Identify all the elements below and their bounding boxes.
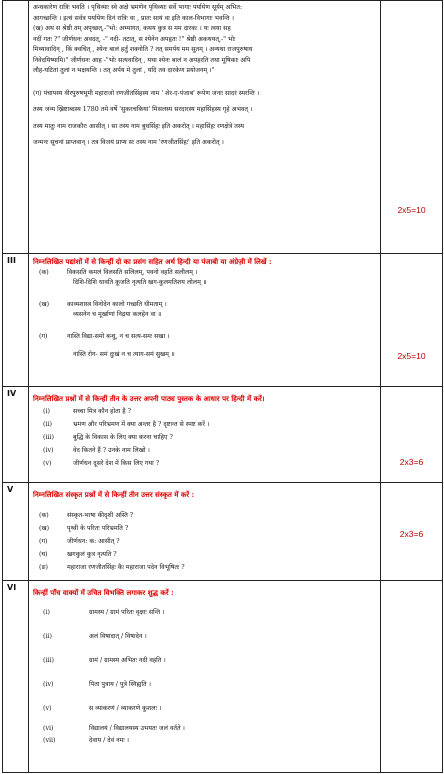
passage-line: निवेदयिष्यामि।" जीर्णधनः आह -"भोः सत्यवादिन् , यथा श्येनः बालं न अपहरति तथा मूषिकाः अपि [33,56,251,64]
question-body [29,581,381,773]
item-label: (vii) [43,737,56,744]
item-label: (v) [43,705,52,712]
question-heading: निम्नलिखित संस्कृत प्रश्नों में से किन्हीं तीन उत्तर संस्कृत में करें : [33,490,195,499]
marks-cell [381,581,443,773]
item-label: (घ) [39,551,48,558]
question-item [33,723,377,735]
verse-item [33,268,377,278]
marks-label: 2x5=10 [397,351,426,361]
verse-line: विकसति कमलं विलसति सलिलम्, पवनो वहति सलीलम् । [67,269,198,276]
verse-line: नास्ति विद्या-समो बन्धु, न च सत्य-समः सखा । [67,333,170,340]
question-row-3 [3,254,443,387]
item-label: (ख) [39,301,50,308]
question-heading: निम्नलिखित पद्यांशों में से किन्हीं दो का प्रसंग सहित अर्थ हिन्दी या पंजाबी या अंग्रेज़ी में लिखें : [33,257,272,266]
item-text: भ्रमण और परिभ्रमण में क्या अन्तर है ? दृष्टान्त से स्पष्ट करें । [73,421,210,428]
passage-cell [29,1,381,254]
passage-line: नदीं गतः ?" जीर्णधनः अवदत्, -" नदी- तटात्, स श्येनेन अपहृतः !" श्रेष्ठी अकथयत्,-" भोः [33,35,236,43]
question-item [33,405,377,418]
question-item [33,418,377,431]
verse-line: व्यसनेन च मूर्खाणां निद्रया कलहेन वा ॥ [73,311,162,318]
item-text: जीर्णधन दूसरे देश में किस लिए गया ? [73,460,160,467]
item-text: विद्यालयं / विद्यालयस्य उभयतः जलं वर्तते । [89,725,185,732]
question-item [33,561,377,574]
verse-line: दिशि-दिशि धावति कूजति नृत्यति खग-कुलमतिशय लोलम् ॥ [73,279,207,286]
item-text: जीर्णधन: क: आसीत् ? [67,538,120,545]
question-row-6 [3,581,443,773]
question-number-cell [3,1,29,254]
passage-line: मिथ्यावादिन् , किं क्वचित् , श्येनः बालं हर्तुं शक्नोति ? तत् समर्पय मम सुतम् । अन्यथा राजपुरुषाय [33,46,253,53]
marks-cell [381,483,443,581]
item-label: (ङ) [39,564,48,571]
question-item [33,607,377,619]
passage-line: जन्मनः सूचनां प्राप्तवान् । तत्र विजयं प्राप्य सः तस्य नाम 'रणजीतसिंहः' इति अकरोत् । [33,139,224,146]
item-text: देवाय / देवं नमः । [89,737,130,744]
question-number: IV [3,387,29,483]
item-label: (iv) [43,447,54,454]
item-label: (ख) [39,525,50,532]
question-item [33,631,377,643]
passage-line: लौह-घटितां तुलां न भक्षयन्ति । तत् अर्पय मे तुलां , यदि तव दारकेण प्रयोजनम् ।" [33,67,215,74]
verse-item [33,332,377,342]
verse-line: काव्यशास्त्र विनोदेन कालो गच्छति धीमताम् । [67,301,167,308]
question-number: V [3,483,29,581]
item-text: बुद्धि के विकास के लिए क्या करना चाहिए ? [73,434,173,441]
item-label: (क) [39,269,49,276]
item-label: (i) [43,408,50,415]
passage-line: (ग) पंचापस्य वीरपुरुषभूमी महाराजो रणजीतसिंहस्य नाम ' शेर-ए-पंजाब' रूपेण जनाः सादरं स्मरन्ति । [33,89,260,97]
item-text: ग्रामं / ग्रामस्य अभितः नदी वहति । [89,657,166,664]
question-item [33,431,377,444]
item-text: महाराजा रणजीतसिंहः कैः महाराजा पदेन विभूषितः ? [67,564,185,571]
passage-line: (ख) अथ स श्रेष्ठी तम् अपृच्छत्,-"भो: अभ्यागत, कथय कुत्र स मम दारकः । यः त्वया सह [33,25,231,32]
item-text: खगकुलं कुत्र नृत्यति ? [67,551,117,558]
marks-cell [381,387,443,483]
question-item [33,457,377,470]
question-heading: किन्हीं पाँच वाक्यों में उचित विभक्ति लगाकर शुद्ध करें : [33,588,174,597]
item-label: (ii) [43,633,52,640]
item-label: (iii) [43,657,54,664]
item-text: पृथ्वी के परितः परिभ्रमति ? [67,525,129,532]
item-text: स व्याकरणं / व्याकरणे कुशलः । [89,705,162,712]
item-label: (ii) [43,421,52,428]
question-item [33,735,377,747]
marks-label: 2x3=6 [399,457,424,467]
passage-line: तस्य जन्म ख्रिष्टाब्दस्य 1780 तमे वर्षे 'सुकरचकिया' मिसलस्य सरदारस्य महासिंहस्य गृहे अभवत् । [33,106,253,113]
item-label: (क) [39,512,49,519]
passage-line: आगच्छन्ति । इत्थं सर्वत्र पर्यायेण दिनं रात्रिः वा , प्रातः सायं वा इति काल-विभागाः भवन्ति । [33,14,234,22]
passage-line: अन्धकारेण रात्रिः भवति । पृथिव्याः स्वे अक्षे भ्रमणेन पृथिव्याः सर्वे भागाः पर्यायेण सूर्यम् अभित: [33,4,243,11]
question-body [29,254,381,387]
question-number: VI [3,581,29,773]
marks-label: 2x3=6 [399,529,424,539]
item-label: (v) [43,460,52,467]
item-text: सच्चा मित्र कौन होता है ? [73,408,132,415]
question-item [33,548,377,561]
marks-cell [381,1,443,254]
question-item [33,535,377,548]
question-table [2,0,443,773]
marks-label: 2x5=10 [397,205,426,215]
item-text: संस्कृत-भाषा कीदृशी अस्ति ? [67,512,134,519]
question-item [33,679,377,691]
item-text: अलं विषादात् / विषादेन । [89,633,147,640]
question-item [33,522,377,535]
item-text: ग्रामस्य / ग्रामं परितः वृक्षाः सन्ति । [89,609,165,616]
question-body [29,387,381,483]
verse-item [33,300,377,310]
item-text: पिता पुत्राय / पुत्रे स्निह्यति । [89,681,152,688]
item-label: (iii) [43,434,54,441]
question-item [33,655,377,667]
question-item [33,703,377,715]
marks-cell [381,254,443,387]
item-text: वेद कितने हैं ? उनके नाम लिखो । [73,447,150,454]
question-body [29,483,381,581]
verse-line: नास्ति रोग- समं दुःखं न च त्याग-समं सुखम् ॥ [73,351,175,358]
item-label: (iv) [43,681,54,688]
item-label: (ग) [39,538,48,545]
question-item [33,509,377,522]
item-label: (ग) [39,333,48,340]
question-row-5 [3,483,443,581]
question-item [33,444,377,457]
question-heading: निम्नलिखित प्रश्नों में से किन्हीं तीन के उत्तर अपनी पाठ्य पुस्तक के आधार पर हिन्दी में करें। [33,394,265,403]
question-number: III [3,254,29,387]
item-label: (vi) [43,725,54,732]
question-row-passages [3,1,443,254]
question-row-4 [3,387,443,483]
item-label: (i) [43,609,50,616]
passage-line: तस्य मातुः नाम राजकौरः आसीत् । सा तस्य नाम बुधसिंहः इति अकरोत् । महासिंहः रणक्षेत्रे तस्य [33,122,244,130]
